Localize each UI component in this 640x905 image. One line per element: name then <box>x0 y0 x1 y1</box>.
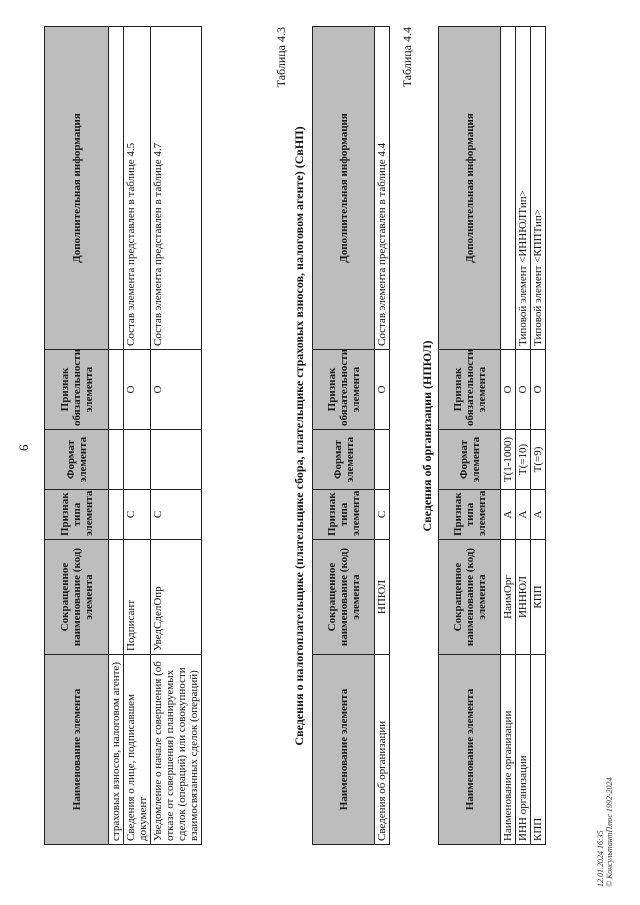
table-cell: О <box>531 350 546 430</box>
header-cell: Признак типа элемента <box>313 490 375 540</box>
table-cell <box>501 27 516 350</box>
table-cell <box>109 350 124 430</box>
header-cell: Дополнительная информация <box>439 27 501 350</box>
table-cell: КПП <box>531 655 546 845</box>
header-cell: Наименование элемента <box>439 655 501 845</box>
table-cell: О <box>124 350 151 430</box>
table-cell: Наименование организации <box>501 655 516 845</box>
table-cell: С <box>375 490 390 540</box>
table-cell: Состав элемента представлен в таблице 4.7 <box>151 27 202 350</box>
table-cell: КПП <box>531 540 546 655</box>
page-number: 6 <box>16 444 31 451</box>
table-cell: Сведения о лице, подписавшем документ <box>124 655 151 845</box>
table-4-4-caption: Таблица 4.4 <box>400 27 414 88</box>
header-cell: Признак обязательности элемента <box>313 350 375 430</box>
table-header-row <box>439 27 501 845</box>
table-cell: Состав элемента представлен в таблице 4.4 <box>375 27 390 350</box>
table-row <box>375 27 390 845</box>
table-cell: T(1-1000) <box>501 430 516 490</box>
rotated-sheet <box>10 13 630 893</box>
table-cell <box>375 430 390 490</box>
table-4-3-title: Сведения о налогоплательщике (плательщике сбора, плательщике страховых взносов, налоговом агенте) (СвНП) <box>292 126 306 746</box>
table-row <box>501 27 516 845</box>
table-cell <box>124 430 151 490</box>
header-cell: Сокращенное наименование (код) элемента <box>439 540 501 655</box>
table-cell: Типовой элемент <КППТип> <box>531 27 546 350</box>
table-cell: НПЮЛ <box>375 540 390 655</box>
footer-stamp <box>596 777 614 887</box>
header-cell: Формат элемента <box>45 430 109 490</box>
table-cell: страховых взносов, налоговом агенте) <box>109 655 124 845</box>
table-cell: С <box>124 490 151 540</box>
table-cell <box>109 430 124 490</box>
footer-date: 12.01.2024 16:35 <box>596 830 605 887</box>
table-cell <box>109 540 124 655</box>
footer-source: © КонсультантПлюс 1992-2024 <box>605 777 614 887</box>
table-cell: ИННЮЛ <box>516 540 531 655</box>
table-row <box>531 27 546 845</box>
table-cell: T(=10) <box>516 430 531 490</box>
table-cell <box>109 27 124 350</box>
table-4-3-caption: Таблица 4.3 <box>274 27 288 88</box>
table-cell: Подписант <box>124 540 151 655</box>
table-cell: T(=9) <box>531 430 546 490</box>
header-cell: Сокращенное наименование (код) элемента <box>313 540 375 655</box>
header-cell: Признак обязательности элемента <box>439 350 501 430</box>
header-cell: Дополнительная информация <box>45 27 109 350</box>
table-4-4-title: Сведения об организации (НПЮЛ) <box>420 340 434 532</box>
header-cell: Наименование элемента <box>45 655 109 845</box>
table-cell: Состав элемента представлен в таблице 4.5 <box>124 27 151 350</box>
table-cell: Типовой элемент <ИННЮЛТип> <box>516 27 531 350</box>
table-cell: О <box>151 350 202 430</box>
header-cell: Сокращенное наименование (код) элемента <box>45 540 109 655</box>
table-cell <box>109 490 124 540</box>
table-4-4 <box>438 26 546 845</box>
table-continued <box>44 26 202 845</box>
header-cell: Признак обязательности элемента <box>45 350 109 430</box>
table-cell: О <box>516 350 531 430</box>
table-cell: УведСделОпр <box>151 540 202 655</box>
table-cell: Сведения об организации <box>375 655 390 845</box>
table-row <box>151 27 202 845</box>
table-4-3 <box>312 26 390 845</box>
table-header-row <box>313 27 375 845</box>
table-row <box>516 27 531 845</box>
header-cell: Наименование элемента <box>313 655 375 845</box>
table-cell: С <box>151 490 202 540</box>
table-cell: О <box>501 350 516 430</box>
header-cell: Признак типа элемента <box>439 490 501 540</box>
header-cell: Дополнительная информация <box>313 27 375 350</box>
table-cell: А <box>531 490 546 540</box>
table-cell: НаимОрг <box>501 540 516 655</box>
header-cell: Формат элемента <box>313 430 375 490</box>
table-cell: А <box>501 490 516 540</box>
table-cell: А <box>516 490 531 540</box>
header-cell: Формат элемента <box>439 430 501 490</box>
table-row <box>109 27 124 845</box>
table-row <box>124 27 151 845</box>
table-cell: О <box>375 350 390 430</box>
table-header-row <box>45 27 109 845</box>
table-cell <box>151 430 202 490</box>
table-cell: Уведомление о начале совершения (об отказе от совершения) планируемых сделок (операций) или совокупности взаимосвязанных сделок (операций) <box>151 655 202 845</box>
header-cell: Признак типа элемента <box>45 490 109 540</box>
table-cell: ИНН организации <box>516 655 531 845</box>
